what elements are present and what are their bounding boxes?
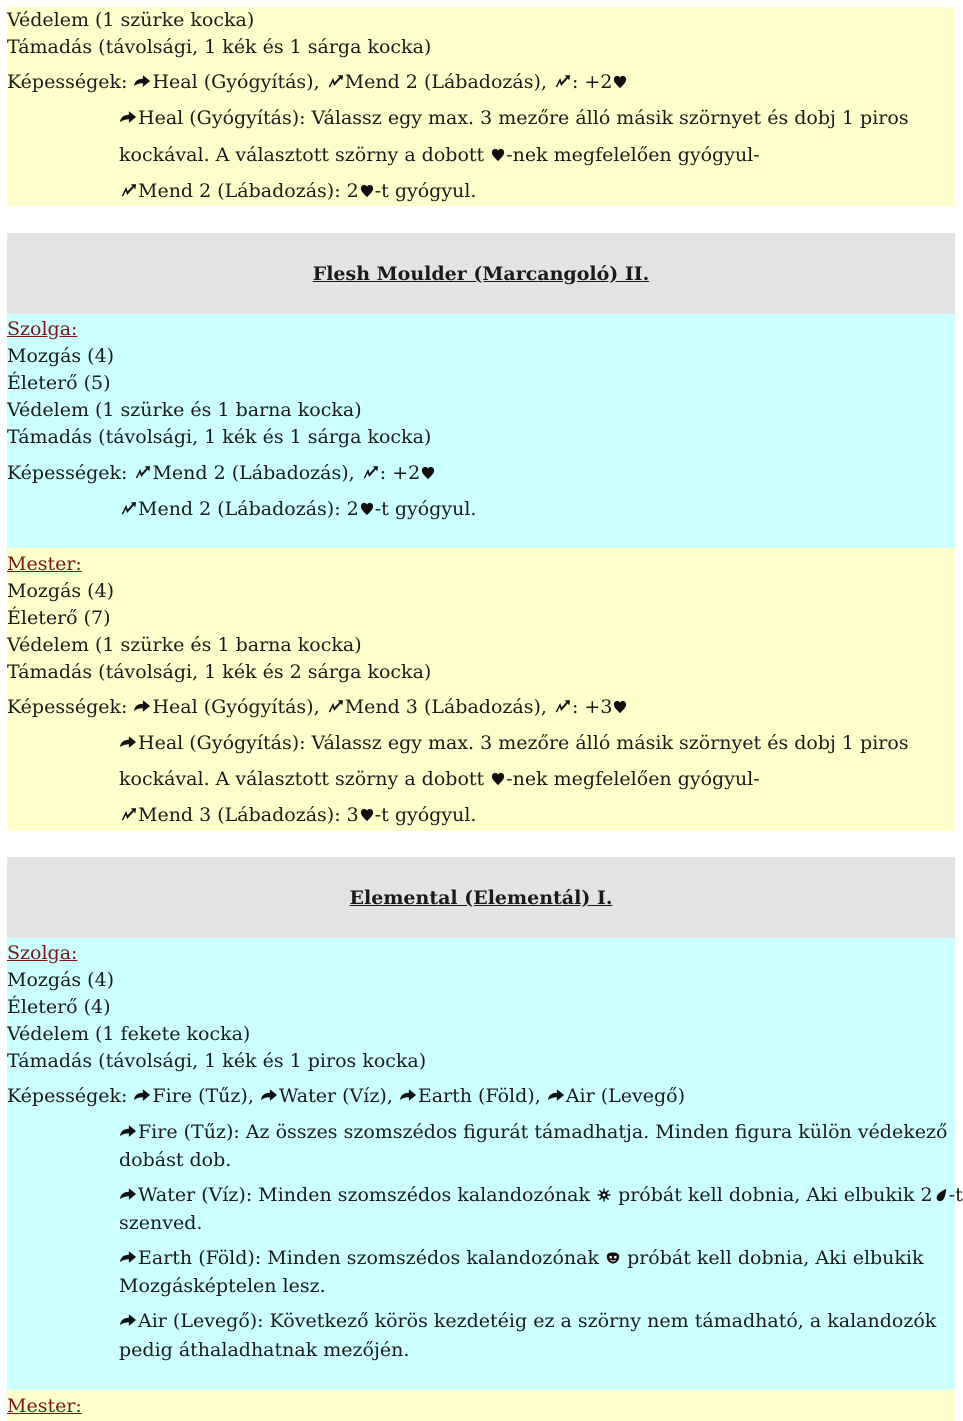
earth-desc-text-b: próbát kell dobnia, Aki elbukik bbox=[627, 1247, 924, 1269]
flesh-moulder-minion-block bbox=[7, 314, 955, 548]
top-stat-block bbox=[7, 7, 955, 206]
heal-desc-line-2 bbox=[119, 766, 760, 792]
defense-text: Védelem (1 szürke kocka) bbox=[7, 9, 255, 31]
move-text: Mozgás (4) bbox=[7, 345, 115, 367]
mend-bonus: : +2 bbox=[379, 462, 421, 484]
air-desc-text: Air (Levegő): Következő körös kezdetéig ez a szörny nem támadható, a kalandozók bbox=[138, 1310, 937, 1332]
mend-desc-line bbox=[119, 802, 476, 828]
heart-icon bbox=[491, 148, 505, 162]
heart-icon bbox=[613, 700, 627, 714]
master-label: Mester: bbox=[7, 553, 82, 575]
fire-desc-text: Fire (Tűz): Az összes szomszédos figurát támadhatja. Minden figura külön védekező bbox=[138, 1121, 948, 1143]
attack-text: Támadás (távolsági, 1 kék és 1 sárga kocka) bbox=[7, 36, 432, 58]
master-label: Mester: bbox=[7, 1395, 82, 1417]
fatigue-drop-icon bbox=[934, 1188, 948, 1202]
attack-text: Támadás (távolsági, 1 kék és 1 piros kocka) bbox=[7, 1050, 427, 1072]
action-arrow-icon bbox=[133, 1088, 151, 1103]
heart-icon bbox=[360, 808, 374, 822]
mend-ability-name: Mend 2 (Lábadozás), bbox=[344, 71, 547, 93]
surge-icon bbox=[553, 699, 571, 714]
surge-icon bbox=[133, 465, 151, 480]
awareness-attribute-icon bbox=[606, 1251, 620, 1265]
heart-icon bbox=[491, 772, 505, 786]
mend-ability-name: Mend 2 (Lábadozás), bbox=[152, 462, 355, 484]
action-arrow-icon bbox=[119, 1187, 137, 1202]
earth-desc-line-1 bbox=[119, 1245, 924, 1271]
water-ability-name: Water (Víz), bbox=[278, 1085, 393, 1107]
mend-bonus: : +2 bbox=[571, 71, 613, 93]
earth-ability-name: Earth (Föld), bbox=[417, 1085, 541, 1107]
heart-icon bbox=[421, 466, 435, 480]
water-desc-text-b: próbát kell dobnia, Aki elbukik 2 bbox=[618, 1184, 933, 1206]
attack-text: Támadás (távolsági, 1 kék és 1 sárga kocka) bbox=[7, 426, 432, 448]
surge-icon bbox=[119, 183, 137, 198]
abilities-line bbox=[7, 694, 628, 720]
health-text: Életerő (4) bbox=[7, 996, 111, 1018]
fire-ability-name: Fire (Tűz), bbox=[152, 1085, 254, 1107]
surge-icon bbox=[361, 465, 379, 480]
attack-text: Támadás (távolsági, 1 kék és 2 sárga kocka) bbox=[7, 661, 432, 683]
water-desc-text-a: Water (Víz): Minden szomszédos kalandozónak bbox=[138, 1184, 590, 1206]
mend-desc-text-b: -t gyógyul. bbox=[374, 804, 477, 826]
elemental-master-block bbox=[7, 1390, 955, 1421]
mend-desc-text-a: Mend 2 (Lábadozás): 2 bbox=[138, 180, 359, 202]
flesh-moulder-header bbox=[7, 233, 955, 314]
mend-ability-name: Mend 3 (Lábadozás), bbox=[344, 696, 547, 718]
mend-desc-line bbox=[119, 496, 476, 522]
mend-bonus: : +3 bbox=[571, 696, 613, 718]
action-arrow-icon bbox=[119, 735, 137, 750]
heal-desc-text-2b: -nek megfelelően gyógyul- bbox=[506, 144, 760, 166]
abilities-line bbox=[7, 69, 628, 95]
mend-desc-line bbox=[119, 178, 476, 204]
defense-text: Védelem (1 szürke és 1 barna kocka) bbox=[7, 634, 362, 656]
flesh-moulder-master-block bbox=[7, 548, 955, 831]
heart-icon bbox=[613, 75, 627, 89]
air-desc-line-1 bbox=[119, 1308, 936, 1334]
abilities-label: Képességek: bbox=[7, 1085, 128, 1107]
heal-desc-text-2b: -nek megfelelően gyógyul- bbox=[506, 768, 760, 790]
defense-text: Védelem (1 szürke és 1 barna kocka) bbox=[7, 399, 362, 421]
water-desc-text-c: -t bbox=[948, 1184, 963, 1206]
mend-desc-text-b: -t gyógyul. bbox=[374, 180, 477, 202]
action-arrow-icon bbox=[119, 1250, 137, 1265]
minion-label: Szolga: bbox=[7, 942, 78, 964]
surge-icon bbox=[119, 501, 137, 516]
mend-desc-text-a: Mend 3 (Lábadozás): 3 bbox=[138, 804, 359, 826]
action-arrow-icon bbox=[133, 74, 151, 89]
abilities-label: Képességek: bbox=[7, 71, 128, 93]
heal-ability-name: Heal (Gyógyítás), bbox=[152, 71, 320, 93]
fire-desc-line-2: dobást dob. bbox=[119, 1149, 232, 1171]
health-text: Életerő (5) bbox=[7, 372, 111, 394]
abilities-line bbox=[7, 1083, 685, 1109]
action-arrow-icon bbox=[399, 1088, 417, 1103]
action-arrow-icon bbox=[133, 699, 151, 714]
abilities-label: Képességek: bbox=[7, 696, 128, 718]
mend-desc-text-b: -t gyógyul. bbox=[374, 498, 477, 520]
elemental-minion-block bbox=[7, 938, 963, 1390]
heal-desc-text: Heal (Gyógyítás): Válassz egy max. 3 mezőre álló másik szörnyet és dobj 1 piros bbox=[138, 732, 909, 754]
heal-desc-line-1 bbox=[119, 105, 909, 131]
heal-desc-text-2a: kockával. A választott szörny a dobott bbox=[119, 768, 485, 790]
heal-desc-line-1 bbox=[119, 730, 909, 756]
flesh-moulder-title: Flesh Moulder (Marcangoló) II. bbox=[312, 263, 650, 285]
fire-desc-line-1 bbox=[119, 1119, 947, 1145]
move-text: Mozgás (4) bbox=[7, 969, 115, 991]
air-ability-name: Air (Levegő) bbox=[565, 1085, 685, 1107]
surge-icon bbox=[326, 74, 344, 89]
earth-desc-line-2: Mozgásképtelen lesz. bbox=[119, 1275, 326, 1297]
heal-desc-line-2 bbox=[119, 142, 760, 168]
action-arrow-icon bbox=[119, 1313, 137, 1328]
surge-icon bbox=[119, 807, 137, 822]
defense-text: Védelem (1 fekete kocka) bbox=[7, 1023, 251, 1045]
abilities-label: Képességek: bbox=[7, 462, 128, 484]
earth-desc-text-a: Earth (Föld): Minden szomszédos kalandozónak bbox=[138, 1247, 599, 1269]
water-desc-line-1 bbox=[119, 1182, 963, 1208]
minion-label: Szolga: bbox=[7, 318, 78, 340]
surge-icon bbox=[553, 74, 571, 89]
move-text: Mozgás (4) bbox=[7, 580, 115, 602]
action-arrow-icon bbox=[260, 1088, 278, 1103]
heart-icon bbox=[360, 502, 374, 516]
health-text: Életerő (7) bbox=[7, 607, 111, 629]
abilities-line bbox=[7, 460, 436, 486]
heart-icon bbox=[360, 184, 374, 198]
heal-ability-name: Heal (Gyógyítás), bbox=[152, 696, 320, 718]
sun-attribute-icon bbox=[597, 1188, 611, 1202]
water-desc-line-2: szenved. bbox=[119, 1212, 203, 1234]
elemental-header bbox=[7, 857, 955, 938]
action-arrow-icon bbox=[119, 1124, 137, 1139]
elemental-title: Elemental (Elementál) I. bbox=[349, 887, 613, 909]
action-arrow-icon bbox=[119, 110, 137, 125]
heal-desc-text-2a: kockával. A választott szörny a dobott bbox=[119, 144, 485, 166]
air-desc-line-2: pedig áthaladhatnak mezőjén. bbox=[119, 1339, 410, 1361]
mend-desc-text-a: Mend 2 (Lábadozás): 2 bbox=[138, 498, 359, 520]
surge-icon bbox=[326, 699, 344, 714]
action-arrow-icon bbox=[547, 1088, 565, 1103]
heal-desc-text: Heal (Gyógyítás): Válassz egy max. 3 mezőre álló másik szörnyet és dobj 1 piros bbox=[138, 107, 909, 129]
